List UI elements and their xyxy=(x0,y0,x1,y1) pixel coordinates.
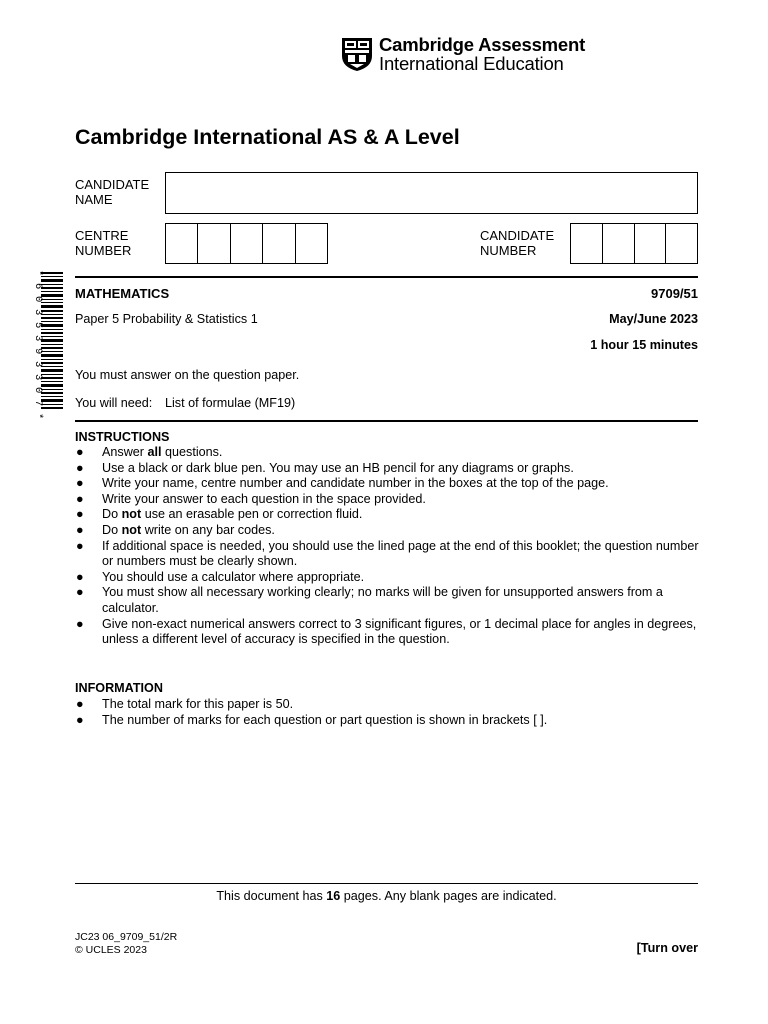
page-count: 16 xyxy=(326,889,341,903)
instructions-list xyxy=(75,445,700,648)
information-item: ● The total mark for this paper is 50. xyxy=(76,697,294,711)
centre-number-field[interactable] xyxy=(165,223,328,264)
digit-cell[interactable] xyxy=(166,224,198,263)
instruction-item: ● Answer all questions. xyxy=(76,445,223,459)
information-item: ● The number of marks for each question or part question is shown in brackets [ ]. xyxy=(76,712,548,727)
digit-cell[interactable] xyxy=(296,224,327,263)
divider xyxy=(75,420,698,422)
digit-cell[interactable] xyxy=(198,224,230,263)
logo-line-1: Cambridge Assessment xyxy=(379,34,586,55)
bullet-icon: ● xyxy=(76,522,84,537)
candidate-name-field[interactable] xyxy=(165,172,698,214)
subject: MATHEMATICS xyxy=(75,286,170,301)
information-heading: INFORMATION xyxy=(75,681,163,695)
bullet-icon: ● xyxy=(76,460,84,475)
candidate-name-label: CANDIDATE NAME xyxy=(75,177,150,207)
qualification-title: Cambridge International AS & A Level xyxy=(75,125,460,149)
instructions-heading: INSTRUCTIONS xyxy=(75,430,170,444)
copyright: © UCLES 2023 xyxy=(75,943,147,956)
logo-line-2: International Education xyxy=(379,53,564,74)
information-list xyxy=(75,697,700,728)
paper-code: 9709/51 xyxy=(651,286,698,301)
centre-number-label: CENTRE NUMBER xyxy=(75,228,132,258)
digit-cell[interactable] xyxy=(263,224,295,263)
session: May/June 2023 xyxy=(609,312,698,326)
crest-icon xyxy=(340,36,374,72)
instruction-item: ● Do not write on any bar codes. xyxy=(76,522,275,537)
candidate-number-field[interactable] xyxy=(570,223,698,264)
instruction-item: ● Write your answer to each question in the space provided. xyxy=(76,491,426,506)
bullet-icon: ● xyxy=(76,616,84,631)
instruction-item: ● You must show all necessary working clearly; no marks will be given for unsupported answers from a calculator. xyxy=(76,585,663,615)
instruction-item: ● You should use a calculator where appropriate. xyxy=(76,569,365,584)
barcode xyxy=(23,270,63,420)
document-reference xyxy=(75,931,177,956)
instruction-item: ● Write your name, centre number and candidate number in the boxes at the top of the page. xyxy=(76,476,609,491)
divider xyxy=(75,276,698,278)
answer-note: You must answer on the question paper. xyxy=(75,368,300,382)
footer-divider xyxy=(75,883,698,884)
bullet-icon: ● xyxy=(76,569,84,584)
bullet-icon: ● xyxy=(76,697,84,711)
duration: 1 hour 15 minutes xyxy=(590,338,698,352)
instruction-item: ● If additional space is needed, you should use the lined page at the end of this booklet; the question number or numbers must be clearly shown. xyxy=(76,538,699,569)
need-value: List of formulae (MF19) xyxy=(165,396,296,410)
cambridge-logo xyxy=(340,34,590,74)
page-count-note: This document has 16 pages. Any blank pages are indicated. xyxy=(216,889,557,903)
instruction-item: ● Give non-exact numerical answers correct to 3 significant figures, or 1 decimal place for angles in degrees, unless a different level of accuracy is specified in the question. xyxy=(76,616,697,647)
bullet-icon: ● xyxy=(76,585,84,600)
reference-code: JC23 06_9709_51/2R xyxy=(75,931,178,943)
bullet-icon: ● xyxy=(76,712,84,727)
bullet-icon: ● xyxy=(76,491,84,506)
paper-title: Paper 5 Probability & Statistics 1 xyxy=(75,312,258,326)
instruction-item: ● Do not use an erasable pen or correction fluid. xyxy=(76,507,363,522)
digit-cell[interactable] xyxy=(231,224,263,263)
digit-cell[interactable] xyxy=(603,224,635,263)
turn-over: [Turn over xyxy=(636,941,698,955)
digit-cell[interactable] xyxy=(571,224,603,263)
digit-cell[interactable] xyxy=(635,224,667,263)
need-label: You will need: xyxy=(75,396,153,410)
barcode-number: * 6 0 3 5 3 9 3 3 0 7 * xyxy=(32,270,44,420)
digit-cell[interactable] xyxy=(666,224,697,263)
bullet-icon: ● xyxy=(76,445,84,459)
bullet-icon: ● xyxy=(76,507,84,522)
candidate-number-label: CANDIDATE NUMBER xyxy=(480,228,555,258)
bullet-icon: ● xyxy=(76,476,84,491)
bullet-icon: ● xyxy=(76,538,84,553)
instruction-item: ● Use a black or dark blue pen. You may use an HB pencil for any diagrams or graphs. xyxy=(76,460,574,475)
